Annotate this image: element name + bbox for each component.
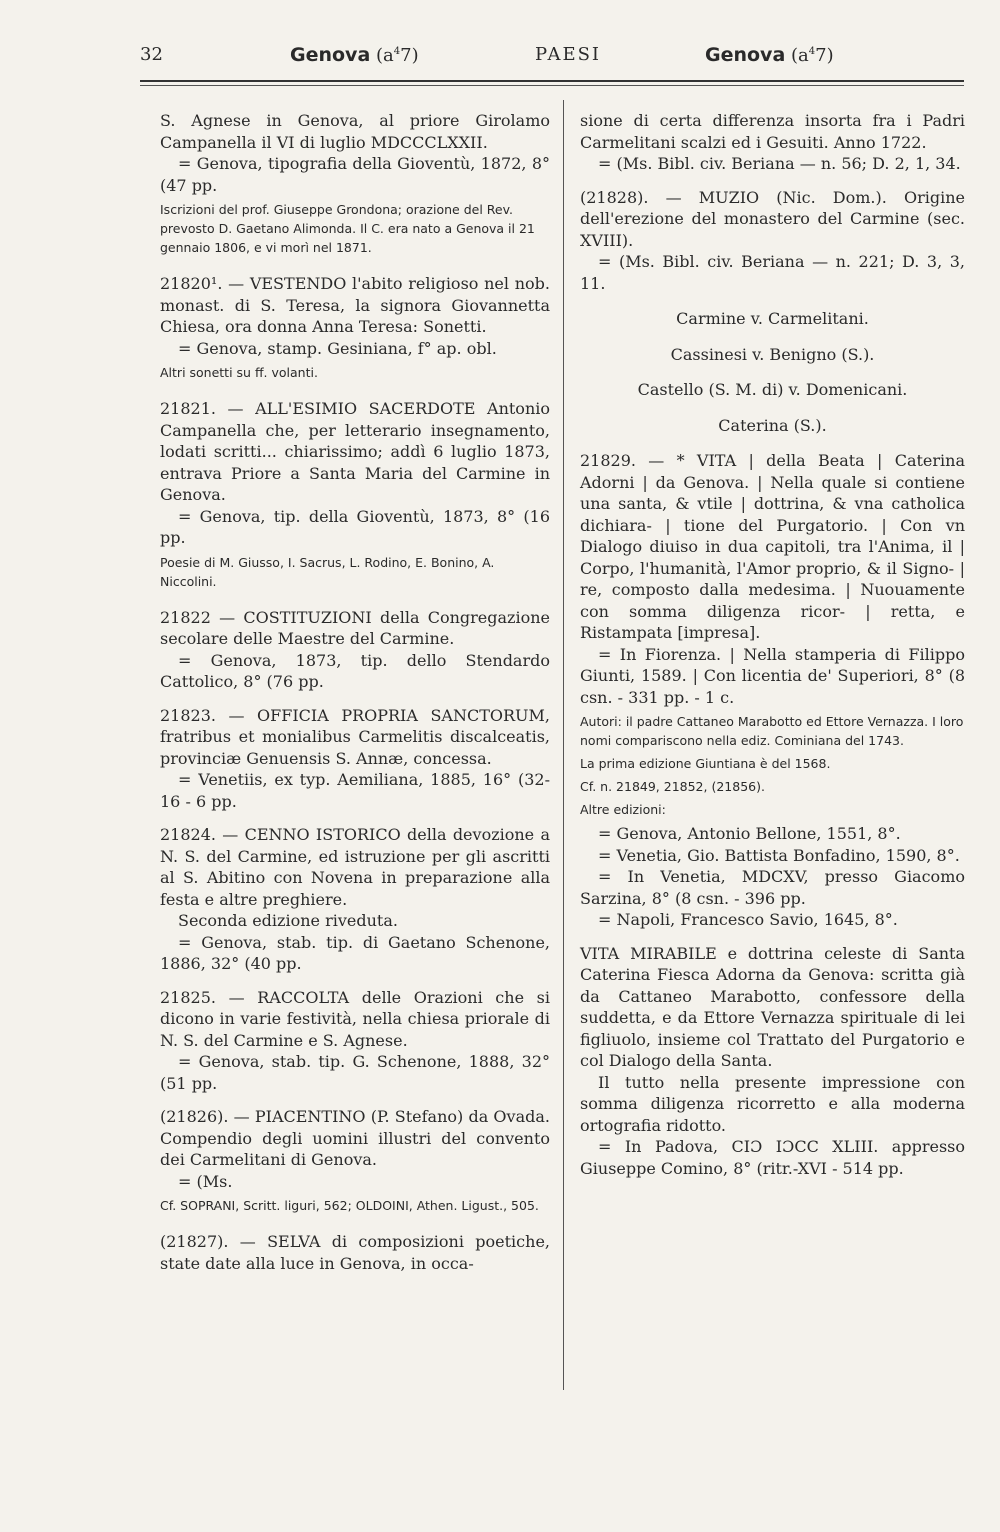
entry-text: 21821. — ALL'ESIMIO SACERDOTE Antonio Campanella che, per letterario insegnamento, lodati scritti... chiarissimo; addì 6 luglio 1873, entrava Priore a Santa Maria del Carmine in Genova. (160, 399, 550, 504)
header-right-title: Genova $(a^47)$ (705, 44, 834, 66)
entry-text: = In Padova, CIƆ IƆCC XLIII. appresso Giuseppe Comino, 8° (ritr.-XVI - 514 pp. (580, 1137, 965, 1178)
entry-text: = Genova, tip. della Gioventù, 1873, 8° (16 pp. (160, 506, 550, 547)
entry-text: Caterina (S.). (718, 415, 827, 435)
left-column (160, 110, 550, 1274)
entry-text: (21826). — PIACENTINO (P. Stefano) da Ovada. Compendio degli uomini illustri del convento dei Carmelitani di Genova. (160, 1107, 550, 1169)
spacer (160, 261, 550, 273)
spacer (580, 931, 965, 943)
entry-text: Seconda edizione riveduta. (178, 911, 398, 930)
note-text: Altri sonetti su ff. volanti. (160, 365, 318, 380)
note-text: Cf. n. 21849, 21852, (21856). (580, 779, 765, 794)
entry-text: (21828). — MUZIO (Nic. Dom.). Origine dell'erezione del monastero del Carmine (sec. XVIII). (580, 187, 965, 250)
entry-text: = Venetia, Gio. Battista Bonfadino, 1590, 8°. (598, 845, 960, 865)
entry-text: = Genova, 1873, tip. dello Stendardo Cattolico, 8° (76 pp. (160, 650, 550, 691)
entry-text: = (Ms. Bibl. civ. Beriana — n. 56; D. 2, 1, 34. (598, 154, 961, 173)
entry-text: = In Venetia, MDCXV, presso Giacomo Sarzina, 8° (8 csn. - 396 pp. (580, 867, 965, 908)
entry-text: = (Ms. Bibl. civ. Beriana — n. 221; D. 3, 3, 11. (580, 252, 965, 293)
entry-text: 21829. — * VITA | della Beata | Caterina Adorni | da Genova. | Nella quale si contiene una santa, & vtile | dottrina, & vna catholica dichiara- | tione del Purgatorio. | Con vn Dialogo diuiso in dua capitoli, tra l'Anima, il | Corpo, l'humanità, l'Amor proprio, & il Signo- | re, composto dalla medesima. | Nuouamente con somma diligenza ricor- | retta, e Ristampata [impresa]. (580, 451, 965, 642)
entry-text: = In Fiorenza. | Nella stamperia di Filippo Giunti, 1589. | Con licentia de' Superiori, 8° (8 csn. - 331 pp. - 1 c. (580, 644, 965, 707)
note-text: Altre edizioni: (580, 802, 666, 817)
entry-text: sione di certa differenza insorta fra i Padri Carmelitani scalzi ed i Gesuiti. Anno 1722. (580, 111, 965, 152)
entry-text: 21825. — RACCOLTA delle Orazioni che si dicono in varie festività, nella chiesa priorale di N. S. del Carmine e S. Agnese. (160, 987, 550, 1050)
entry-text: 21822 — COSTITUZIONI della Congregazione secolare delle Maestre del Carmine. (160, 607, 550, 648)
entry-text: = Genova, stab. tip. G. Schenone, 1888, 32° (51 pp. (160, 1052, 550, 1093)
entry-text: = Genova, stab. tip. di Gaetano Schenone, 1886, 32° (40 pp. (160, 932, 550, 973)
note-text: Poesie di M. Giusso, I. Sacrus, L. Rodino, E. Bonino, A. Niccolini. (160, 554, 495, 589)
entry-text: = Genova, stamp. Gesiniana, f° ap. obl. (178, 338, 497, 358)
entry-text: (21827). — SELVA di composizioni poetiche, state date alla luce in Genova, in occa- (160, 1232, 550, 1273)
header-left-title: Genova $(a^47)$ (290, 44, 419, 66)
spacer (160, 693, 550, 705)
note-text: La prima edizione Giuntiana è del 1568. (580, 756, 831, 771)
entry-text: = (Ms. (178, 1171, 233, 1191)
entry-text: Castello (S. M. di) v. Domenicani. (637, 380, 908, 399)
entry-text: = Napoli, Francesco Savio, 1645, 8°. (598, 910, 898, 929)
note-text: Iscrizioni del prof. Giuseppe Grondona; orazione del Rev. prevosto D. Gaetano Alimonda. Il C. era nato a Genova il 21 gennaio 1806, e vi morì nel 1871. (160, 202, 535, 255)
header-rule-thin (140, 85, 964, 86)
entry-text: = Venetiis, ex typ. Aemiliana, 1885, 16° (32-16 - 6 pp. (160, 770, 550, 811)
entry-text: 21824. — CENNO ISTORICO della devozione a N. S. del Carmine, ed istruzione per gli ascritti al S. Abitino con Novena in preparazione alla festa e altre preghiere. (160, 825, 550, 909)
note-text: Cf. SOPRANI, Scritt. liguri, 562; OLDOINI, Athen. Ligust., 505. (160, 1198, 539, 1213)
spacer (160, 812, 550, 824)
entry-text: VITA MIRABILE e dottrina celeste di Santa Caterina Fiesca Adorna da Genova: scritta già da Cattaneo Marabotto, confessore della suddetta, e da Ettore Vernazza spirituale di lei figliuolo, insieme col Trattato del Purgatorio e col Dialogo della Santa. (580, 943, 965, 1070)
entry-text: Il tutto nella presente impressione con somma diligenza ricorretto e alla moderna ortografia ridotto. (580, 1072, 965, 1135)
entry-text: Carmine v. Carmelitani. (676, 309, 869, 328)
entry-text: = Genova, Antonio Bellone, 1551, 8°. (598, 824, 901, 843)
header-center: PAESI (535, 44, 602, 65)
spacer (160, 1219, 550, 1231)
spacer (160, 595, 550, 607)
note-text: Autori: il padre Cattaneo Marabotto ed Ettore Vernazza. I loro nomi compariscono nella ediz. Cominiana del 1743. (580, 714, 964, 748)
header-rule (140, 80, 964, 82)
spacer (160, 386, 550, 398)
entry-text: 21823. — OFFICIA PROPRIA SANCTORUM, fratribus et monialibus Carmelitis discalceatis, provinciæ Genuensis S. Annæ, concessa. (160, 705, 550, 768)
page-number: 32 (140, 44, 163, 65)
running-header (140, 40, 964, 80)
right-column (580, 110, 965, 1179)
entry-text: 21820¹. — VESTENDO l'abito religioso nel nob. monast. di S. Teresa, la signora Giovannetta Chiesa, ora donna Anna Teresa: Sonetti. (160, 274, 550, 336)
entry-text: = Genova, tipografia della Gioventù, 1872, 8° (47 pp. (160, 154, 550, 195)
entry-text: Cassinesi v. Benigno (S.). (670, 344, 875, 364)
spacer (160, 1094, 550, 1106)
spacer (160, 975, 550, 987)
spacer (580, 175, 965, 187)
column-divider (563, 100, 564, 1390)
entry-text: S. Agnese in Genova, al priore Girolamo Campanella il VI di luglio MDCCCLXXII. (160, 111, 550, 152)
